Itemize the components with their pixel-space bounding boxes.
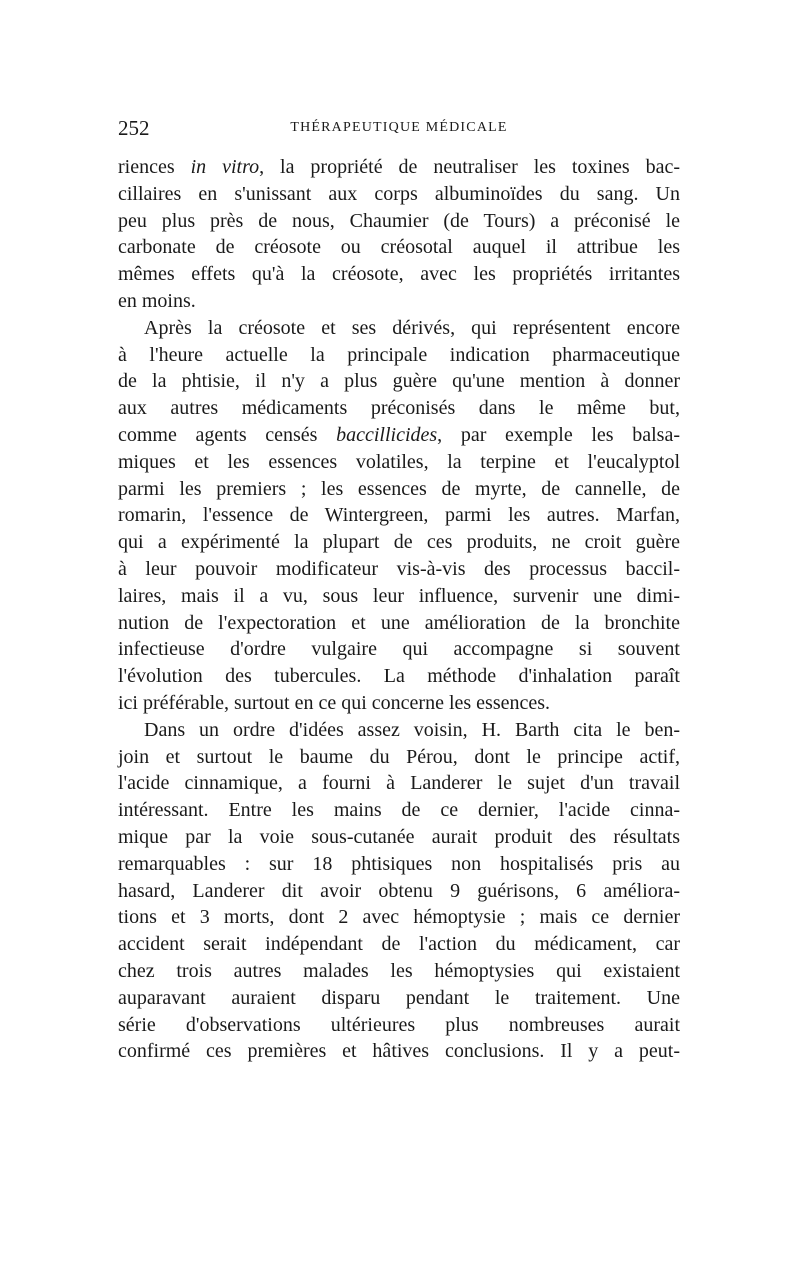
text-line: en moins. (118, 289, 196, 312)
text-line: intéressant. Entre les mains de ce dernier, l'acide cinna- (118, 799, 680, 822)
running-title: THÉRAPEUTIQUE MÉDICALE (290, 120, 508, 135)
text-line: aux autres médicaments préconisés dans le même but, (118, 397, 680, 420)
text-line: accident serait indépendant de l'action du médicament, car (118, 933, 680, 956)
running-head (118, 114, 680, 142)
text-line: l'acide cinnamique, a fourni à Landerer le sujet d'un travail (118, 772, 680, 795)
text-line: ici préférable, surtout en ce qui concerne les essences. (118, 691, 551, 714)
italic-term: in vitro (190, 156, 260, 178)
text-line: auparavant auraient disparu pendant le traitement. Une (118, 986, 680, 1009)
text-line: à leur pouvoir modificateur vis-à-vis des processus baccil- (118, 557, 680, 580)
paragraph-first-line: Après la créosote et ses dérivés, qui représentent encore (144, 316, 680, 339)
text-line: romarin, l'essence de Wintergreen, parmi les autres. Marfan, (118, 504, 680, 527)
paragraph-first-line: Dans un ordre d'idées assez voisin, H. Barth cita le ben- (144, 718, 680, 741)
text-line: mique par la voie sous-cutanée aurait produit des résultats (118, 825, 680, 848)
text-line: qui a expérimenté la plupart de ces produits, ne croit guère (118, 531, 680, 554)
text-line: chez trois autres malades les hémoptysies qui existaient (118, 959, 680, 982)
text-line: confirmé ces premières et hâtives conclusions. Il y a peut- (118, 1040, 680, 1063)
text-line: de la phtisie, il n'y a plus guère qu'une mention à donner (118, 370, 680, 393)
body-text (118, 154, 680, 1065)
text-line: join et surtout le baume du Pérou, dont le principe actif, (118, 745, 680, 768)
text-line: cillaires en s'unissant aux corps albuminoïdes du sang. Un (118, 182, 680, 205)
text-line: laires, mais il a vu, sous leur influence, survenir une dimi- (118, 584, 680, 607)
text-line: infectieuse d'ordre vulgaire qui accompagne si souvent (118, 638, 680, 661)
text-line: mêmes effets qu'à la créosote, avec les propriétés irritantes (118, 263, 680, 286)
text-line: tions et 3 morts, dont 2 avec hémoptysie ; mais ce dernier (118, 906, 680, 929)
text-line: riences in vitro, la propriété de neutraliser les toxines bac- (118, 156, 680, 178)
text-line: peu plus près de nous, Chaumier (de Tours) a préconisé le (118, 209, 680, 232)
text-line: remarquables : sur 18 phtisiques non hospitalisés pris au (118, 852, 680, 875)
text-line: comme agents censés baccillicides, par exemple les balsa- (118, 423, 680, 446)
text-line: série d'observations ultérieures plus nombreuses aurait (118, 1013, 680, 1036)
text-line: à l'heure actuelle la principale indication pharmaceutique (118, 343, 680, 366)
page-number: 252 (118, 116, 150, 140)
text-line: carbonate de créosote ou créosotal auquel il attribue les (118, 236, 680, 259)
text-line: hasard, Landerer dit avoir obtenu 9 guérisons, 6 améliora- (118, 879, 680, 902)
text-line: l'évolution des tubercules. La méthode d'inhalation paraît (118, 665, 680, 688)
text-line: parmi les premiers ; les essences de myrte, de cannelle, de (118, 477, 680, 500)
text-line: nution de l'expectoration et une amélioration de la bronchite (118, 611, 680, 634)
text-line: miques et les essences volatiles, la terpine et l'eucalyptol (118, 450, 680, 473)
italic-term: baccillicides (336, 423, 438, 446)
